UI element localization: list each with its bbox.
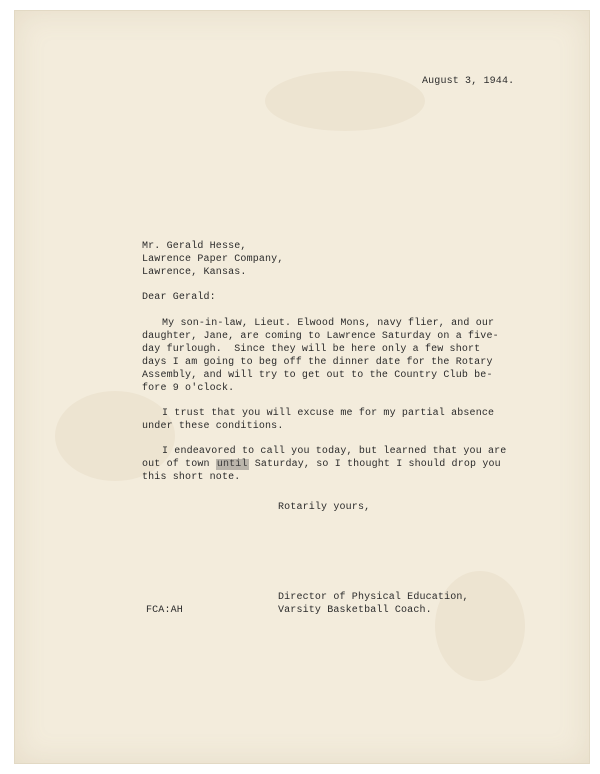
closing: Rotarily yours, <box>278 502 371 513</box>
paper-stain <box>265 71 425 131</box>
paragraph-line: days I am going to beg off the dinner date for the Rotary <box>142 357 493 368</box>
signature-title-line: Varsity Basketball Coach. <box>278 605 432 616</box>
paragraph-line: this short note. <box>142 472 241 483</box>
paragraph-line: under these conditions. <box>142 421 284 432</box>
letter-date: August 3, 1944. <box>422 76 515 87</box>
paragraph-line: fore 9 o'clock. <box>142 383 235 394</box>
recipient-city: Lawrence, Kansas. <box>142 267 247 278</box>
line-text: out of town <box>142 459 216 470</box>
paragraph-line: Assembly, and will try to get out to the Country Club be- <box>142 370 493 381</box>
line-text: Saturday, so I thought I should drop you <box>248 459 501 470</box>
typist-initials: FCA:AH <box>146 605 183 616</box>
struck-out-word: until <box>216 459 248 470</box>
paragraph-line: daughter, Jane, are coming to Lawrence Saturday on a five- <box>142 331 499 342</box>
signature-title-line: Director of Physical Education, <box>278 592 469 603</box>
recipient-name: Mr. Gerald Hesse, <box>142 241 247 252</box>
recipient-company: Lawrence Paper Company, <box>142 254 284 265</box>
paragraph-line: day furlough. Since they will be here only a few short <box>142 344 481 355</box>
letter-page <box>14 10 590 764</box>
paragraph-line: I trust that you will excuse me for my partial absence <box>162 408 495 419</box>
paragraph-line <box>142 459 501 472</box>
paragraph-line: My son-in-law, Lieut. Elwood Mons, navy flier, and our <box>162 318 495 329</box>
paper-stain <box>435 571 525 681</box>
salutation: Dear Gerald: <box>142 292 216 303</box>
paragraph-line: I endeavored to call you today, but learned that you are <box>162 446 507 457</box>
